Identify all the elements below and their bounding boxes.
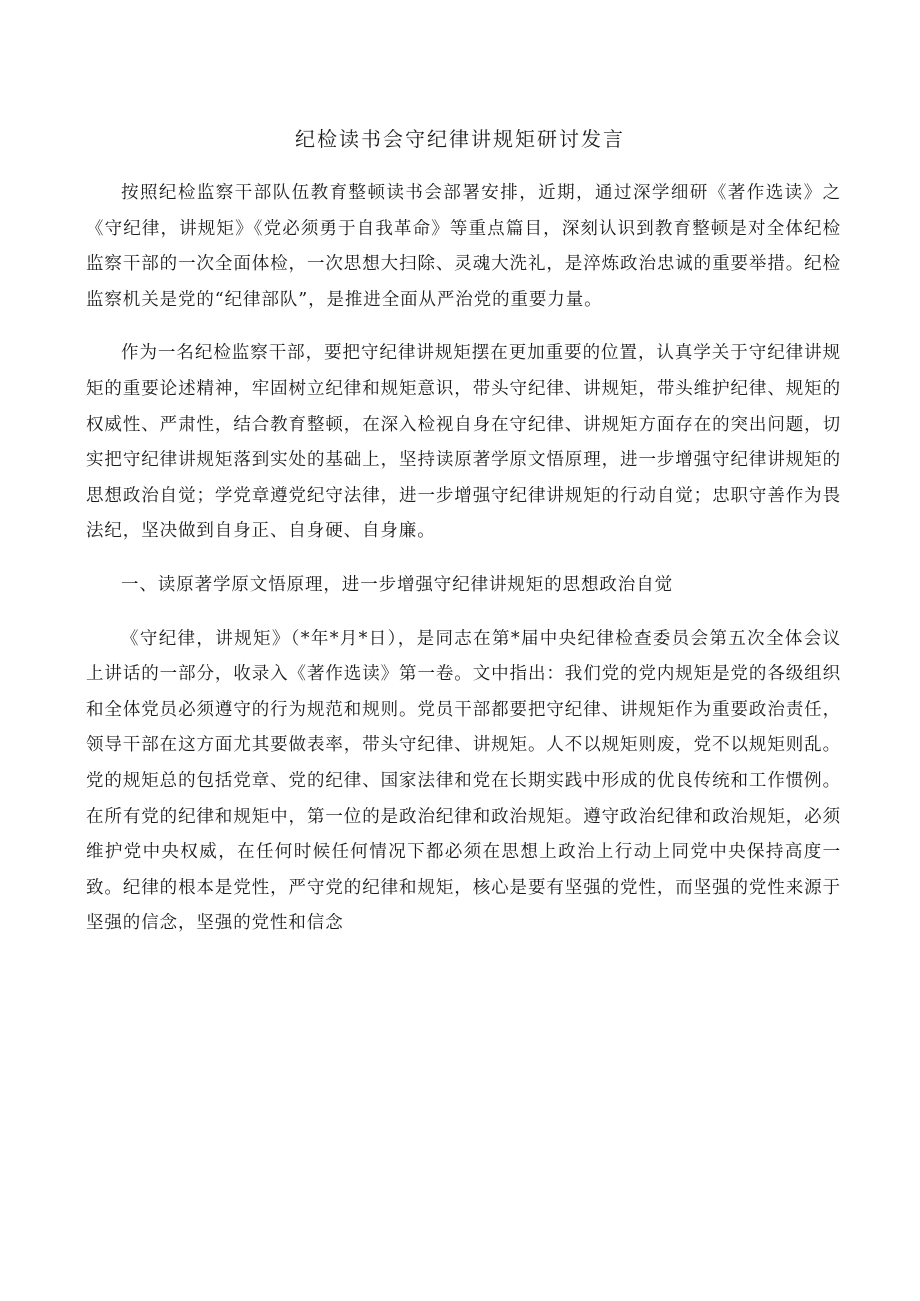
- document-body: [86, 176, 841, 942]
- paragraph-overview: 作为一名纪检监察干部，要把守纪律讲规矩摆在更加重要的位置，认真学关于守纪律讲规矩的重要论述精神，牢固树立纪律和规矩意识，带头守纪律、讲规矩，带头维护纪律、规矩的权威性、严肃性，结合教育整顿，在深入检视自身在守纪律、讲规矩方面存在的突出问题，切实把守纪律讲规矩落到实处的基础上，坚持读原著学原文悟原理，进一步增强守纪律讲规矩的思想政治自觉；学党章遵党纪守法律，进一步增强守纪律讲规矩的行动自觉；忠职守善作为畏法纪，坚决做到自身正、自身硬、自身廉。: [86, 343, 841, 542]
- document-title: 纪检读书会守纪律讲规矩研讨发言: [295, 127, 625, 151]
- paragraph-section-1: 《守纪律，讲规矩》（*年*月*日），是同志在第*届中央纪律检查委员会第五次全体会议上讲话的一部分，收录入《著作选读》第一卷。文中指出：我们党的党内规矩是党的各级组织和全体党员必须遵守的行为规范和规则。党员干部都要把守纪律、讲规矩作为重要政治责任，领导干部在这方面尤其要做表率，带头守纪律、讲规矩。人不以规矩则废，党不以规矩则乱。党的规矩总的包括党章、党的纪律、国家法律和党在长期实践中形成的优良传统和工作惯例。在所有党的纪律和规矩中，第一位的是政治纪律和政治规矩。遵守政治纪律和政治规矩，必须维护党中央权威，在任何时候任何情况下都必须在思想上政治上行动上同党中央保持高度一致。纪律的根本是党性，严守党的纪律和规矩，核心是要有坚强的党性，而坚强的党性来源于坚强的信念，坚强的党性和信念: [86, 628, 841, 934]
- section-heading-1: 一、读原著学原文悟原理，进一步增强守纪律讲规矩的思想政治自觉: [121, 574, 673, 595]
- paragraph-intro: 按照纪检监察干部队伍教育整顿读书会部署安排，近期，通过深学细研《著作选读》之《守纪律，讲规矩》《党必须勇于自我革命》等重点篇目，深刻认识到教育整顿是对全体纪检监察干部的一次全面体检，一次思想大扫除、灵魂大洗礼，是淬炼政治忠诚的重要举措。纪检监察机关是党的“纪律部队”，是推进全面从严治党的重要力量。: [86, 183, 841, 310]
